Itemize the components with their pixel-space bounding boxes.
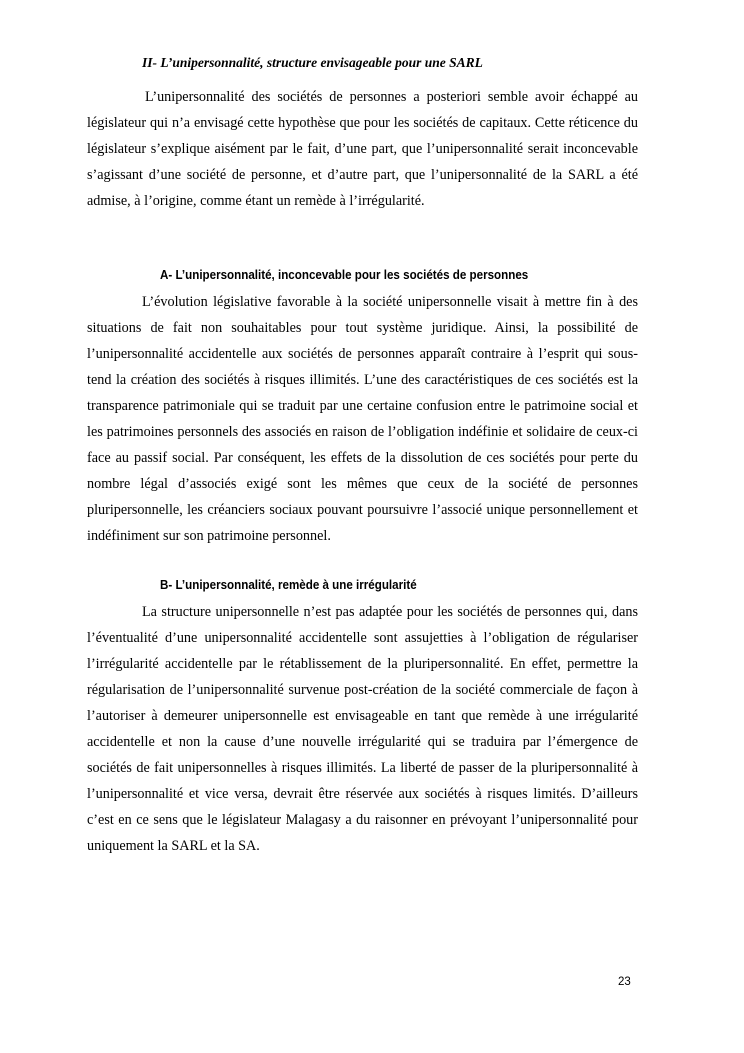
subsection-a-paragraph: L’évolution législative favorable à la société unipersonnelle visait à mettre fin à des situations de fait non souhaitables pour tout système juridique. Ainsi, la possibilité de l’unipersonnalité accidentelle aux sociétés de personnes apparaît contraire à l’esprit qui sous-tend la création des sociétés à risques illimités. L’une des caractéristiques de ces sociétés est la transparence patrimoniale qui se traduit par une certaine confusion entre le patrimoine social et les patrimoines personnels des associés en raison de l’obligation indéfinie et solidaire de ceux-ci face au passif social. Par conséquent, les effets de la dissolution de ces sociétés pour perte du nombre légal d’associés exigé sont les mêmes que ceux de la société de personnes pluripersonnelle, les créanciers sociaux pouvant poursuivre l’associé unique personnellement et indéfiniment sur son patrimoine personnel. <box>87 294 638 544</box>
section-title: II- L’unipersonnalité, structure envisageable pour une SARL <box>142 55 483 70</box>
subsection-a-title: A- L’unipersonnalité, inconcevable pour les sociétés de personnes <box>160 267 529 282</box>
page-number: 23 <box>618 976 631 988</box>
subsection-b-title: B- L’unipersonnalité, remède à une irrégularité <box>160 577 417 592</box>
intro-paragraph: L’unipersonnalité des sociétés de personnes a posteriori semble avoir échappé au législateur qui n’a envisagé cette hypothèse que pour les sociétés de capitaux. Cette réticence du législateur s’explique aisément par le fait, d’une part, que l’unipersonnalité serait inconcevable s’agissant d’une société de personne, et d’autre part, que l’unipersonnalité de la SARL a été admise, à l’origine, comme étant un remède à l’irrégularité. <box>87 89 638 209</box>
subsection-b-paragraph: La structure unipersonnelle n’est pas adaptée pour les sociétés de personnes qui, dans l’éventualité d’une unipersonnalité accidentelle sont assujetties à l’obligation de régulariser l’irrégularité accidentelle par le rétablissement de la pluripersonnalité. En effet, permettre la régularisation de l’unipersonnalité survenue post-création de la société commerciale de façon à l’autoriser à demeurer unipersonnelle est envisageable en tant que remède à une irrégularité accidentelle et non la cause d’une nouvelle irrégularité qui se traduira par l’émergence de sociétés de fait unipersonnelles à risques illimités. La liberté de passer de la pluripersonnalité à l’unipersonnalité et vice versa, devrait être réservée aux sociétés à risques limités. D’ailleurs c’est en ce sens que le législateur Malagasy a du raisonner en prévoyant l’unipersonnalité pour uniquement la SARL et la SA. <box>87 604 638 854</box>
